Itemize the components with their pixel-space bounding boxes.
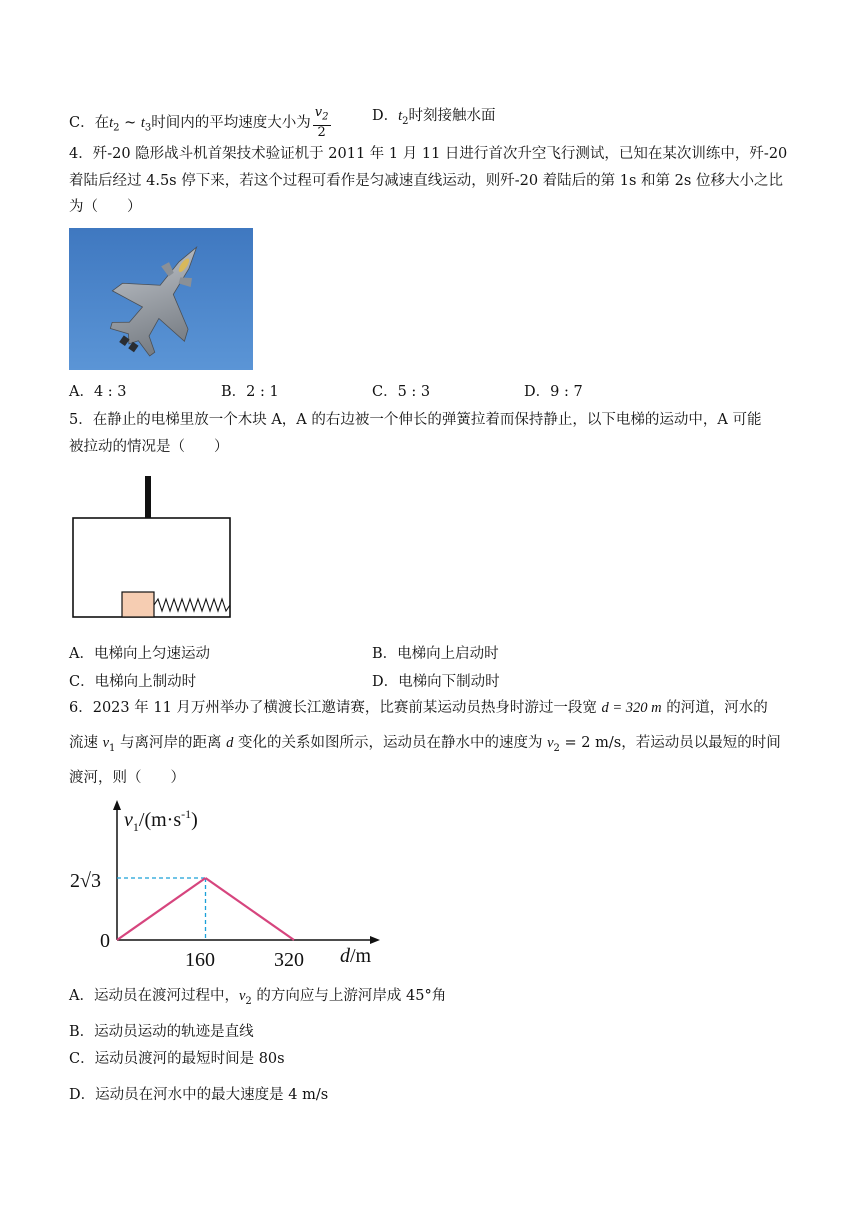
q6-option-d xyxy=(69,1085,328,1105)
q6-stem-line1-b: 的河道，河水的 xyxy=(661,700,768,716)
velocity-distance-graph xyxy=(62,796,392,974)
q3-t3-sub: 3 xyxy=(144,122,152,134)
q4-stem-line3: 为（ ） xyxy=(69,199,142,215)
q5-option-b: B．电梯向上启动时 xyxy=(372,646,499,662)
velocity-line-segment xyxy=(117,878,206,940)
q5-stem-line2: 被拉动的情况是（ ） xyxy=(69,439,229,455)
elevator-diagram xyxy=(70,474,234,622)
q6-v2-value: = 2 m/s xyxy=(559,735,622,751)
q6-option-a-a: A．运动员在渡河过程中， xyxy=(69,988,239,1004)
q6-option-c: C．运动员渡河的最短时间是 80s xyxy=(69,1051,285,1067)
q6-stem-line2-a: 流速 xyxy=(69,735,103,751)
q6-v1-sub: 1 xyxy=(109,742,116,754)
velocity-line-segment xyxy=(206,878,295,940)
y-axis-label-unit: /(m·s xyxy=(138,809,182,831)
q3-option-c-prefix: C．在 xyxy=(69,114,110,131)
y-axis-label xyxy=(124,807,198,834)
q4-option-c: C．5 : 3 xyxy=(372,384,431,400)
stretched-spring xyxy=(154,599,230,611)
y-axis-label-sub: 1 xyxy=(132,820,139,834)
q4-option-b: B．2 : 1 xyxy=(221,384,279,400)
x-axis-label-d: d xyxy=(340,945,350,967)
q6-stem-line2-d: ，若运动员以最短的时间 xyxy=(621,735,781,751)
q6-width-math: d = 320 m xyxy=(601,700,662,716)
q4-stem-line1: 4．歼-20 隐形战斗机首架技术验证机于 2011 年 1 月 11 日进行首次升空飞行测试，已知在某次训练中，歼-20 xyxy=(69,146,788,162)
q6-option-a-b: 的方向应与上游河岸成 45°角 xyxy=(251,988,447,1004)
q6-option-a xyxy=(69,986,446,1012)
wood-block-a xyxy=(122,592,154,617)
q3-frac-num-v: v xyxy=(314,105,323,120)
q4-option-a: A．4 : 3 xyxy=(69,384,127,400)
q6-option-a-v: v xyxy=(238,988,246,1004)
x-axis-label-unit: /m xyxy=(350,945,372,967)
q6-d: d xyxy=(226,735,234,751)
q3-t2: t xyxy=(109,114,114,131)
q5-stem-line1: 5．在静止的电梯里放一个木块 A，A 的右边被一个伸长的弹簧拉着而保持静止，以下电梯的运动中，A 可能 xyxy=(69,412,762,428)
q6-v2-sub: 2 xyxy=(553,742,560,754)
q3-option-d-t: t xyxy=(398,108,403,124)
q6-option-d-a: D．运动员在河水中的最大速度是 xyxy=(69,1087,289,1103)
q6-v1: v xyxy=(102,735,110,751)
q3-option-d xyxy=(372,106,496,132)
q3-frac-num xyxy=(313,106,331,126)
q3-fraction xyxy=(313,106,331,140)
y-axis-label-exp: -1 xyxy=(181,807,192,821)
q3-frac-den: 2 xyxy=(317,124,326,140)
q3-option-d-text: 时刻接触水面 xyxy=(408,108,496,124)
q6-stem-line3: 渡河，则（ ） xyxy=(69,770,185,786)
q6-stem-line1-a: 6．2023 年 11 月万州举办了横渡长江邀请赛，比赛前某运动员热身时游过一段宽 xyxy=(69,700,602,716)
q3-t3: t xyxy=(140,114,145,131)
q3-option-d-prefix: D． xyxy=(372,108,399,124)
q3-tilde: ~ xyxy=(119,114,141,131)
q3-option-c-text: 时间内的平均速度大小为 xyxy=(151,114,311,131)
y-axis-arrow xyxy=(113,800,121,810)
q5-option-d: D．电梯向下制动时 xyxy=(372,674,500,690)
q6-stem-line2-c: 变化的关系如图所示，运动员在静水中的速度为 xyxy=(233,735,548,751)
x-axis-label xyxy=(340,945,372,967)
q6-stem-line2-b: 与离河岸的距离 xyxy=(115,735,227,751)
q6-option-a-sub: 2 xyxy=(245,995,252,1007)
q4-stem-line2: 着陆后经过 4.5s 停下来，若这个过程可看作是匀减速直线运动，则歼-20 着陆后的第 1s 和第 2s 位移大小之比 xyxy=(69,173,783,189)
q6-stem-line2 xyxy=(69,733,781,759)
q3-frac-num-sub: 2 xyxy=(322,111,329,123)
q6-stem-line1 xyxy=(69,698,768,718)
y-axis-label-close: ) xyxy=(191,809,198,831)
q6-option-d-math: 4 m/s xyxy=(288,1087,329,1103)
x-axis-arrow xyxy=(370,936,380,944)
elevator-cable xyxy=(145,476,151,518)
q5-option-c: C．电梯向上制动时 xyxy=(69,674,197,690)
x-tick-320: 320 xyxy=(274,949,304,971)
q5-option-a: A．电梯向上匀速运动 xyxy=(69,646,210,662)
q3-t2-sub: 2 xyxy=(113,122,120,134)
q3-option-d-t-sub: 2 xyxy=(402,115,409,127)
y-tick-peak: 2√3 xyxy=(70,870,101,892)
q6-v2: v xyxy=(547,735,554,751)
x-tick-160: 160 xyxy=(185,949,215,971)
q6-option-b: B．运动员运动的轨迹是直线 xyxy=(69,1024,254,1040)
y-axis-label-v: v xyxy=(124,809,133,831)
q3-option-c xyxy=(69,106,333,140)
q4-option-d: D．9 : 7 xyxy=(524,384,583,400)
origin-label: 0 xyxy=(100,930,110,952)
fighter-jet-photo xyxy=(69,228,253,370)
